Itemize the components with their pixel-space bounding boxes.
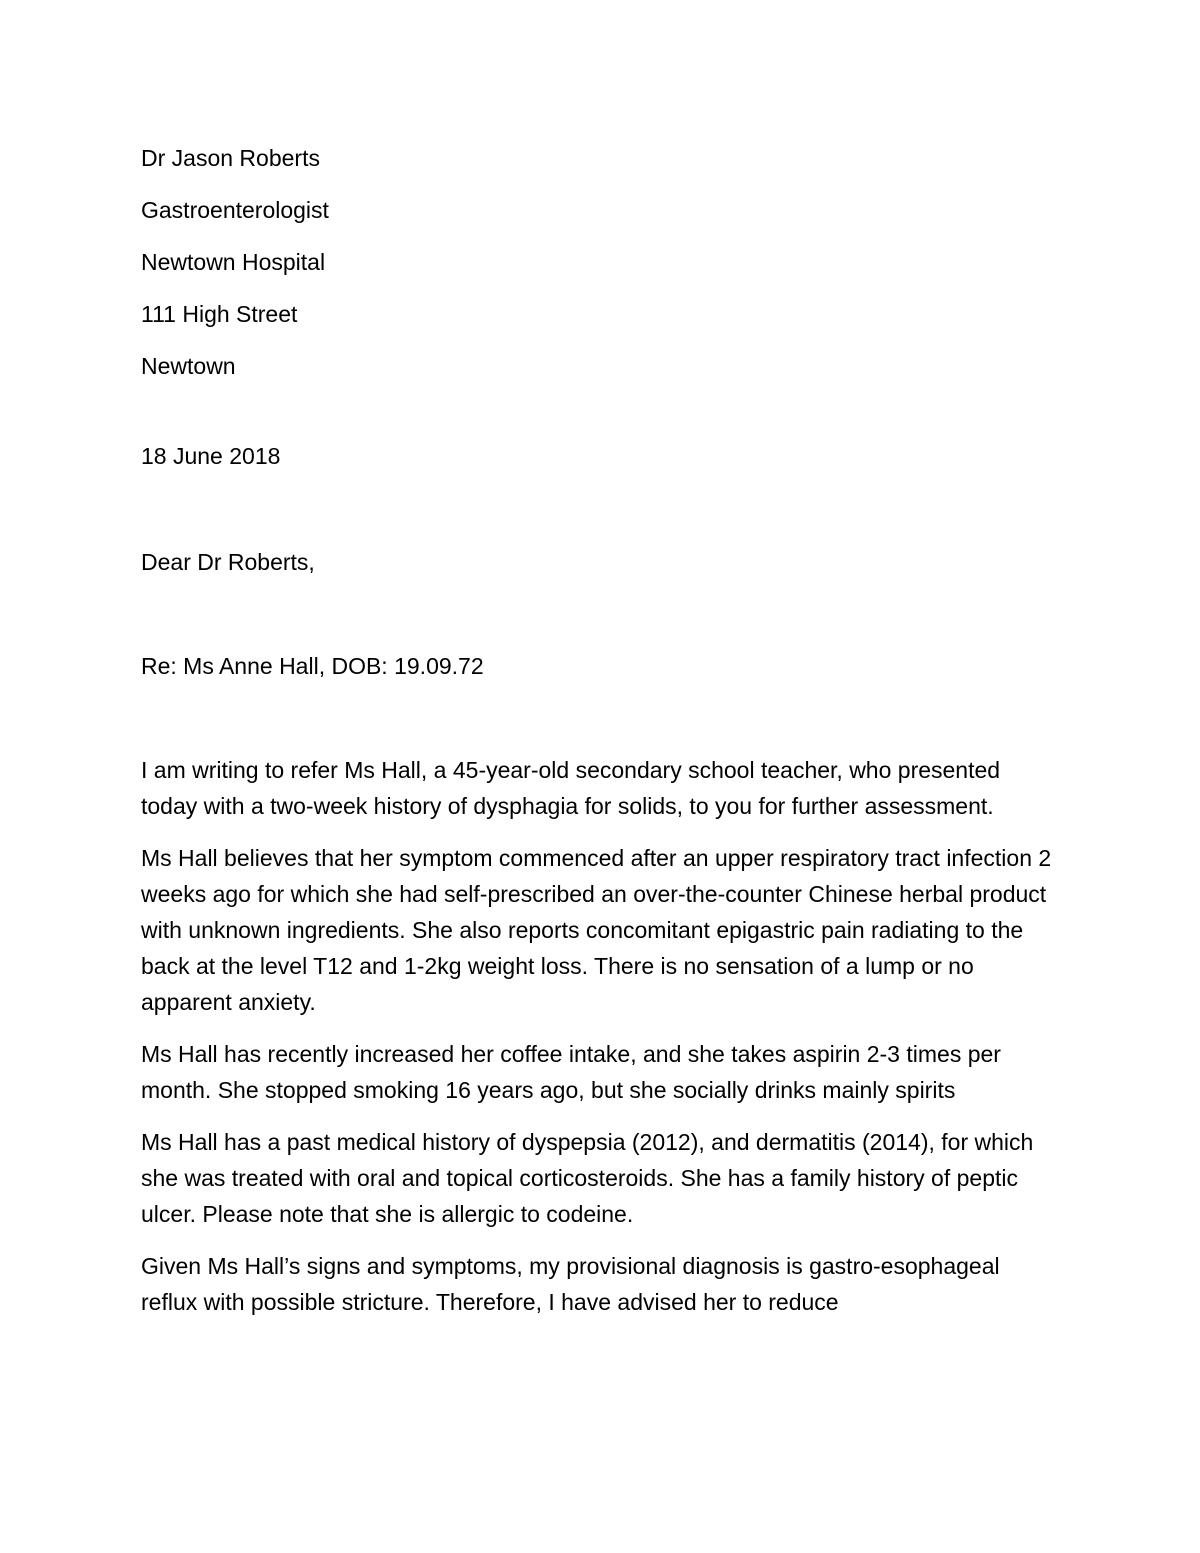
recipient-address-block: [141, 140, 1061, 400]
re-line: Re: Ms Anne Hall, DOB: 19.09.72: [141, 653, 484, 679]
paragraph: Given Ms Hall’s signs and symptoms, my provisional diagnosis is gastro-esophageal reflux with possible stricture. Therefore, I have advised her to reduce: [141, 1253, 1000, 1315]
recipient-title: Gastroenterologist: [141, 197, 329, 223]
recipient-hospital: Newtown Hospital: [141, 249, 326, 275]
recipient-street: 111 High Street: [141, 301, 298, 327]
paragraph: Ms Hall has recently increased her coffee intake, and she takes aspirin 2-3 times per month. She stopped smoking 16 years ago, but she socially drinks mainly spirits: [141, 1041, 1001, 1103]
salutation: Dear Dr Roberts,: [141, 549, 315, 575]
paragraph: Ms Hall has a past medical history of dyspepsia (2012), and dermatitis (2014), for which she was treated with oral and topical corticosteroids. She has a family history of peptic ulcer. Please note that she is allergic to codeine.: [141, 1129, 1034, 1227]
paragraph: I am writing to refer Ms Hall, a 45-year-old secondary school teacher, who presented today with a two-week history of dysphagia for solids, to you for further assessment.: [141, 757, 1001, 819]
letter-body: [141, 140, 1061, 1336]
letter-paragraphs: [141, 752, 1061, 1320]
recipient-name: Dr Jason Roberts: [141, 145, 320, 171]
letter-date: 18 June 2018: [141, 443, 281, 469]
recipient-town: Newtown: [141, 353, 236, 379]
paragraph: Ms Hall believes that her symptom commenced after an upper respiratory tract infection 2 weeks ago for which she had self-prescribed an over-the-counter Chinese herbal product with unknown ingredients. She also reports concomitant epigastric pain radiating to the back at the level T12 and 1-2kg weight loss. There is no sensation of a lump or no apparent anxiety.: [141, 845, 1052, 1015]
